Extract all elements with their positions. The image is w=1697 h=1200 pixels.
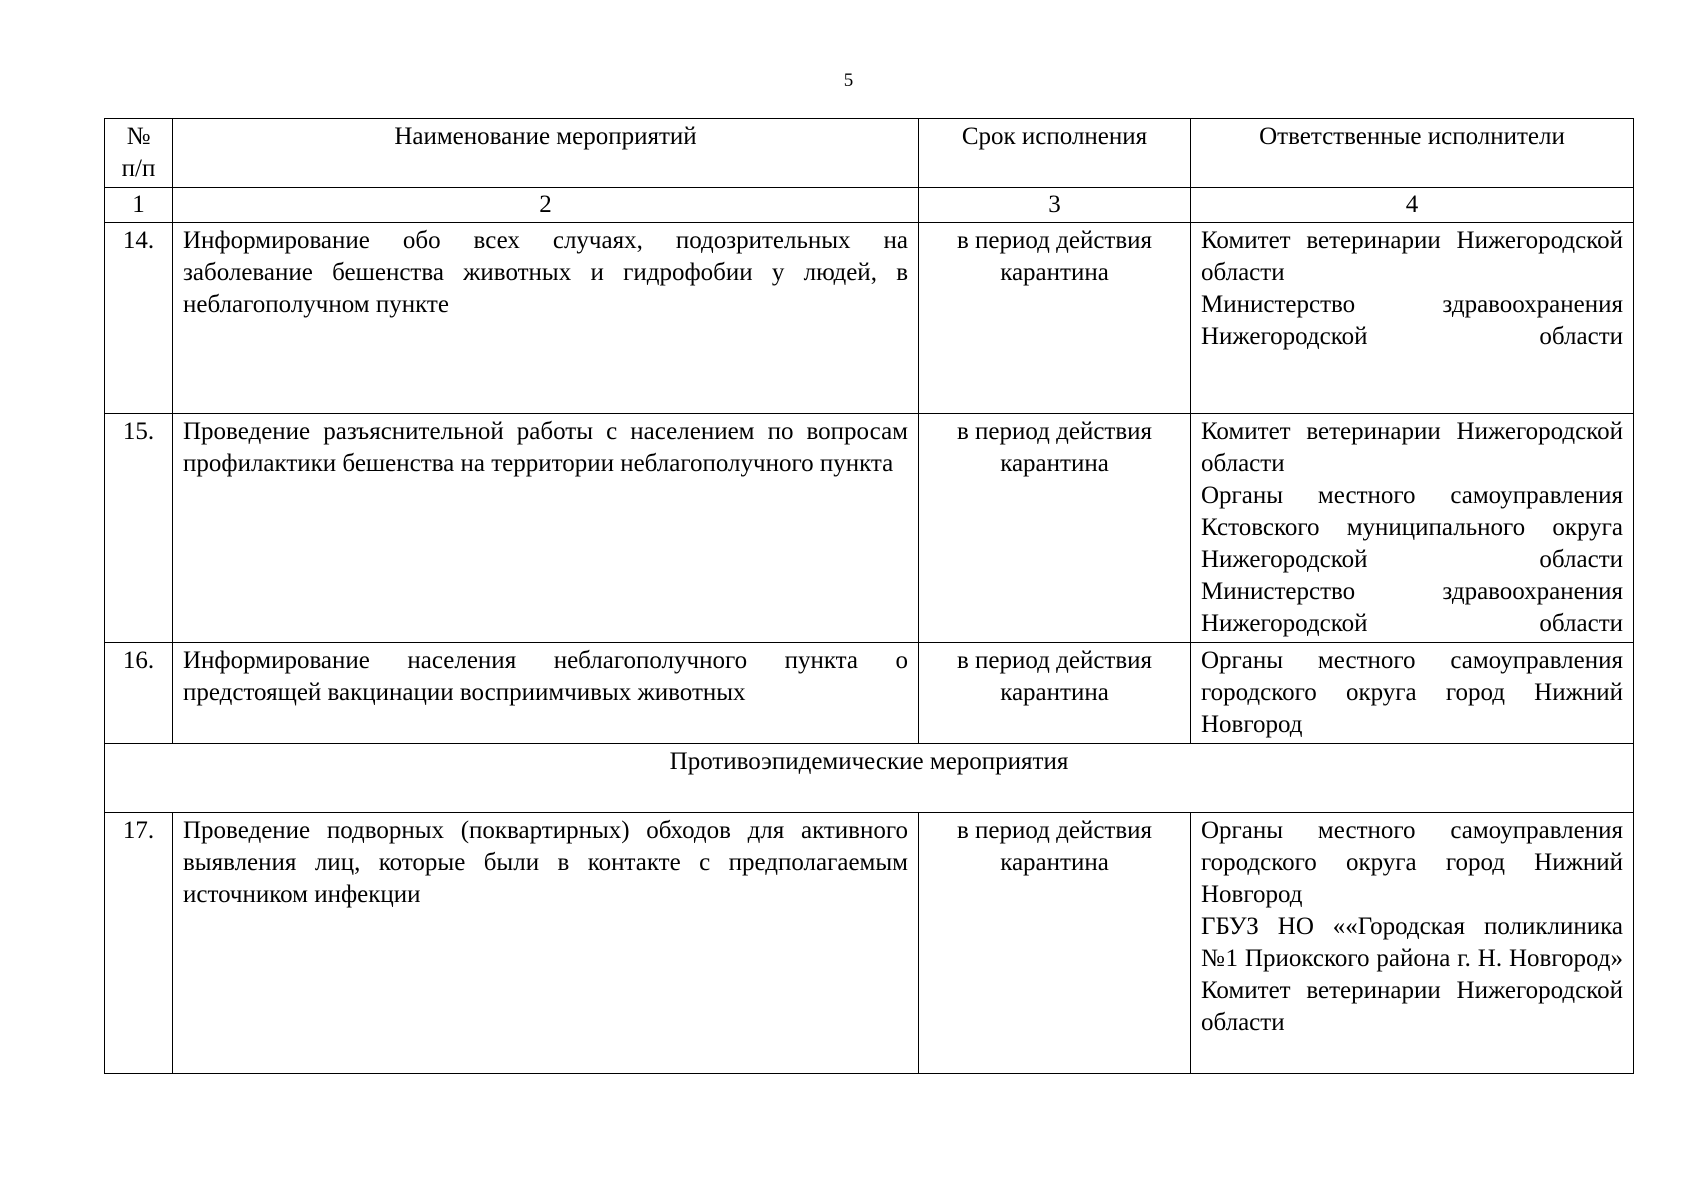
row-number: 16. (105, 643, 173, 744)
column-number: 4 (1191, 188, 1634, 223)
responsible-entry: Комитет ветеринарии Нижегородской области (1201, 227, 1623, 286)
responsible-entry: Органы местного самоуправления Кстовского муниципального округа Нижегородской области (1201, 482, 1623, 573)
column-number: 3 (919, 188, 1191, 223)
responsible-entry: Органы местного самоуправления городского округа город Нижний Новгород (1201, 817, 1623, 908)
measure-term: в период действия карантина (919, 813, 1191, 1074)
header-number: № п/п (105, 119, 173, 188)
table-row (105, 813, 1634, 1074)
row-number: 17. (105, 813, 173, 1074)
table-header-row (105, 119, 1634, 188)
column-number: 2 (173, 188, 919, 223)
responsible-executors (1191, 643, 1634, 744)
column-numbers-row (105, 188, 1634, 223)
measure-name: Информирование населения неблагополучного пункта о предстоящей вакцинации восприимчивых животных (173, 643, 919, 744)
column-number: 1 (105, 188, 173, 223)
header-term: Срок исполнения (919, 119, 1191, 188)
page-number: 5 (843, 70, 854, 91)
measure-name: Информирование обо всех случаях, подозрительных на заболевание бешенства животных и гидрофобии у людей, в неблагополучном пункте (173, 223, 919, 414)
responsible-entry: Комитет ветеринарии Нижегородской области (1201, 418, 1623, 477)
measure-term: в период действия карантина (919, 223, 1191, 414)
table-row (105, 643, 1634, 744)
responsible-executors (1191, 414, 1634, 643)
responsible-executors (1191, 813, 1634, 1074)
measure-name: Проведение разъяснительной работы с населением по вопросам профилактики бешенства на территории неблагополучного пункта (173, 414, 919, 643)
responsible-entry: ГБУЗ НО ««Городская поликлиника №1 Приокского района г. Н. Новгород» (1201, 913, 1623, 972)
section-row (105, 744, 1634, 813)
row-number: 14. (105, 223, 173, 414)
section-title: Противоэпидемические мероприятия (105, 744, 1634, 813)
responsible-executors (1191, 223, 1634, 414)
header-responsible: Ответственные исполнители (1191, 119, 1634, 188)
table-row (105, 414, 1634, 643)
header-name: Наименование мероприятий (173, 119, 919, 188)
measures-table (104, 118, 1634, 1074)
row-number: 15. (105, 414, 173, 643)
responsible-entry: Министерство здравоохранения Нижегородской области (1201, 578, 1623, 637)
responsible-entry: Органы местного самоуправления городского округа город Нижний Новгород (1201, 647, 1623, 738)
measure-term: в период действия карантина (919, 643, 1191, 744)
measure-term: в период действия карантина (919, 414, 1191, 643)
responsible-entry: Министерство здравоохранения Нижегородской области (1201, 291, 1623, 350)
responsible-entry: Комитет ветеринарии Нижегородской области (1201, 977, 1623, 1036)
table-row (105, 223, 1634, 414)
measure-name: Проведение подворных (поквартирных) обходов для активного выявления лиц, которые были в контакте с предполагаемым источником инфекции (173, 813, 919, 1074)
